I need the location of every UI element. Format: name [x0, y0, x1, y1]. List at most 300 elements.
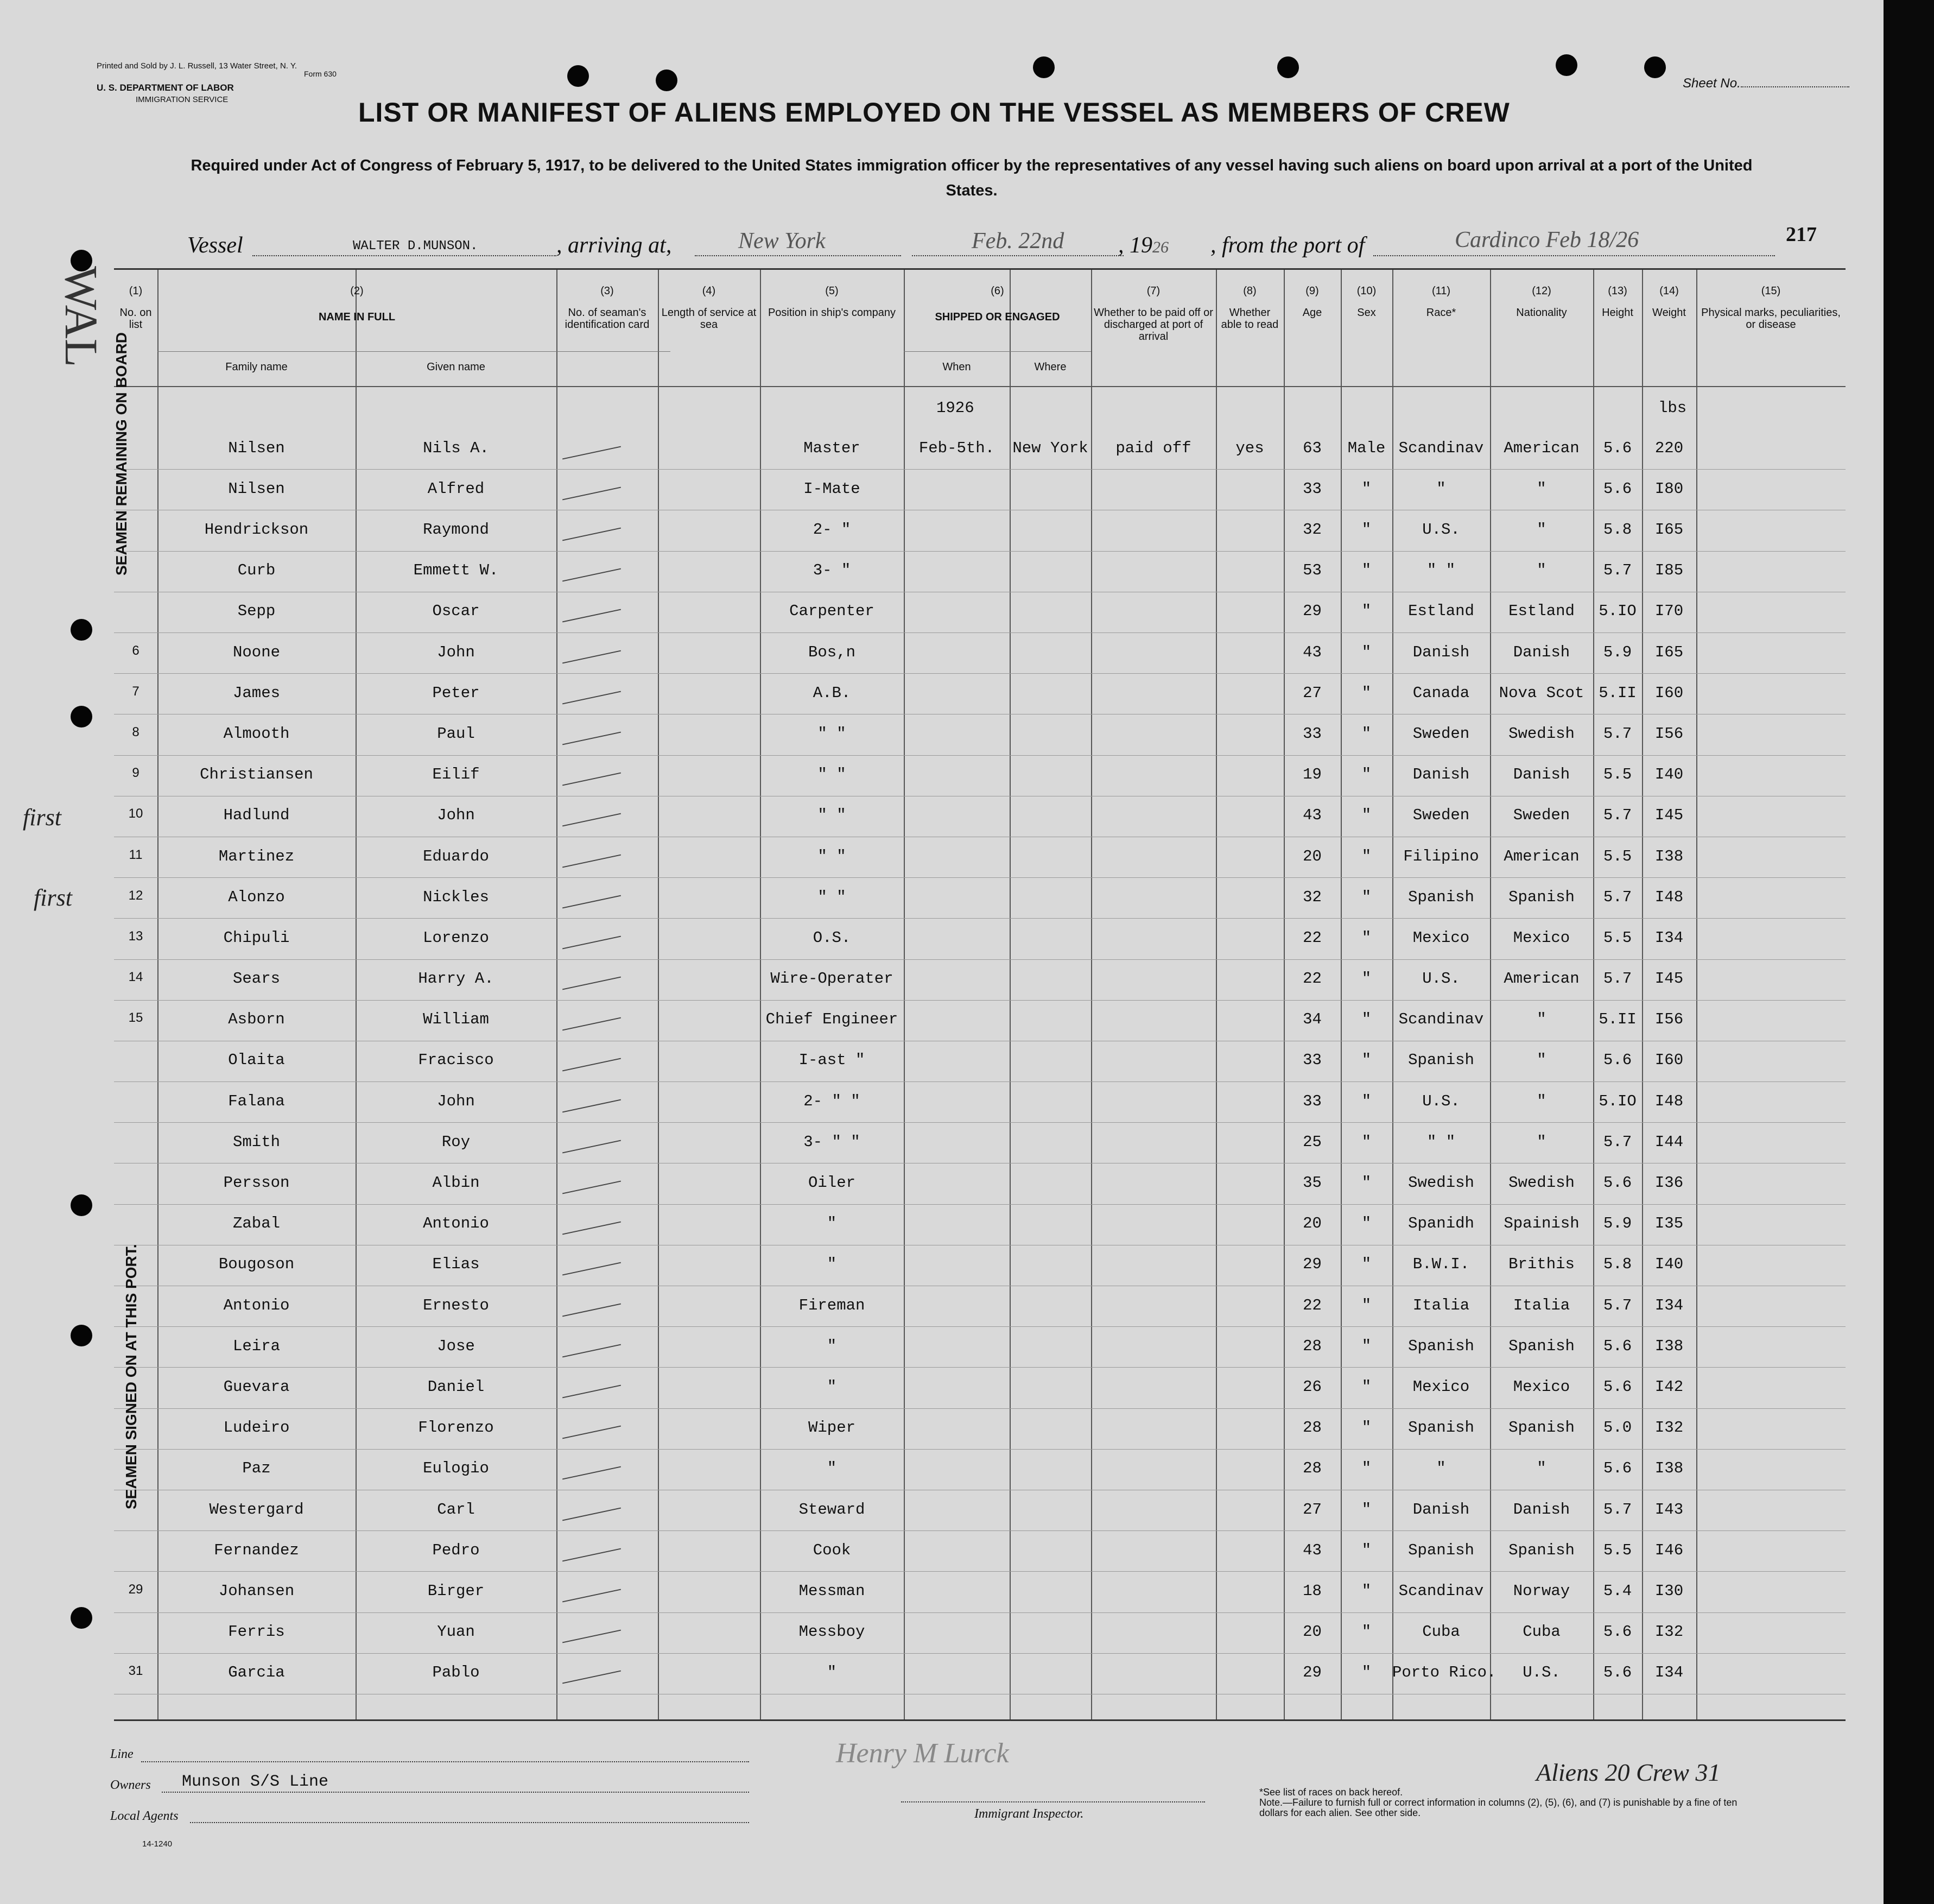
position: ": [827, 1255, 837, 1274]
check-mark-icon: [562, 446, 621, 459]
age: 35: [1303, 1174, 1322, 1192]
column-number: (7): [1146, 285, 1161, 297]
column-header: NAME IN FULL: [318, 311, 396, 323]
shipped-year: 1926: [936, 399, 974, 417]
nationality: Danish: [1513, 643, 1570, 661]
race: Scandinav: [1398, 439, 1484, 457]
age: 25: [1303, 1133, 1322, 1151]
position: ": [827, 1337, 837, 1355]
sex: ": [1361, 1459, 1372, 1478]
sex: ": [1361, 684, 1372, 702]
height: 5.8: [1603, 520, 1632, 539]
position: " ": [817, 888, 846, 906]
vessel-label: Vessel: [187, 233, 243, 258]
column-header: Length of service at sea: [661, 307, 757, 331]
age: 33: [1303, 724, 1322, 743]
table-row: [114, 800, 1846, 841]
column-number: (9): [1305, 285, 1319, 297]
race: Cuba: [1422, 1623, 1460, 1641]
table-row: [114, 1086, 1846, 1127]
table-row: [114, 964, 1846, 1004]
from-port-label: , from the port of: [1210, 233, 1365, 258]
table-row: [114, 841, 1846, 882]
punch-hole: [567, 65, 589, 87]
height: 5.IO: [1599, 1092, 1637, 1110]
height: 5.4: [1603, 1582, 1632, 1600]
column-number: (5): [825, 285, 839, 297]
punch-hole: [71, 706, 92, 728]
column-header: No. on list: [119, 307, 152, 331]
given-name: Eilif: [432, 766, 480, 784]
position: Oiler: [808, 1174, 855, 1192]
age: 29: [1303, 1255, 1322, 1274]
column-header: Height: [1602, 307, 1633, 319]
age: 22: [1303, 1296, 1322, 1314]
table-row: [114, 922, 1846, 963]
given-name: Raymond: [423, 520, 489, 539]
given-name: Eulogio: [423, 1459, 489, 1478]
form-number: Form 630: [304, 69, 337, 78]
table-row: [114, 1453, 1846, 1494]
position: 2- " ": [803, 1092, 860, 1110]
table-row: [114, 514, 1846, 555]
position: A.B.: [813, 684, 851, 702]
column-header: Whether to be paid off or discharged at port of arrival: [1094, 307, 1213, 343]
sex: ": [1361, 643, 1372, 661]
age: 28: [1303, 1459, 1322, 1478]
sex: ": [1361, 1255, 1372, 1274]
weight: I38: [1654, 847, 1684, 865]
nationality: Spanish: [1508, 1419, 1575, 1437]
given-name: Alfred: [427, 479, 485, 498]
row-number: 9: [132, 766, 139, 781]
height: 5.II: [1599, 684, 1637, 702]
race: U.S.: [1422, 1092, 1460, 1110]
row-number: 12: [128, 888, 143, 903]
column-header: Race*: [1426, 307, 1456, 319]
row-number: 10: [128, 806, 143, 821]
nationality: Spainish: [1504, 1214, 1580, 1233]
position: Messboy: [798, 1623, 865, 1641]
position: " ": [817, 724, 846, 743]
given-name: William: [423, 1010, 489, 1029]
punch-hole: [71, 1325, 92, 1346]
sex: ": [1361, 1419, 1372, 1437]
given-name: Yuan: [437, 1623, 475, 1641]
position: 2- ": [813, 520, 851, 539]
sex: ": [1361, 1092, 1372, 1110]
race: Danish: [1412, 766, 1470, 784]
race: Scandinav: [1398, 1582, 1484, 1600]
sex: ": [1361, 1214, 1372, 1233]
row-number: 31: [128, 1663, 143, 1679]
column-header: Weight: [1652, 307, 1686, 319]
check-mark-icon: [562, 568, 621, 582]
race: Spanish: [1408, 1419, 1474, 1437]
column-number: (2): [350, 285, 364, 297]
nationality: Swedish: [1508, 1174, 1575, 1192]
family-name: Hadlund: [223, 806, 290, 825]
height: 5.II: [1599, 1010, 1637, 1029]
punch-hole: [1033, 56, 1055, 78]
able-to-read: yes: [1235, 439, 1264, 457]
local-agents-label: Local Agents: [110, 1809, 179, 1823]
weight: I30: [1654, 1582, 1684, 1600]
given-name: Peter: [432, 684, 480, 702]
weight: I34: [1654, 1663, 1684, 1682]
height: 5.6: [1603, 1459, 1632, 1478]
punch-hole: [1277, 56, 1299, 78]
position: Cook: [813, 1541, 851, 1559]
punch-hole: [71, 1607, 92, 1629]
height: 5.5: [1603, 928, 1632, 947]
table-row: [114, 1617, 1846, 1658]
side-label-signed-on: SEAMEN SIGNED ON AT THIS PORT.: [123, 1244, 139, 1509]
check-mark-icon: [562, 1426, 621, 1439]
given-name: Lorenzo: [423, 928, 489, 947]
race: Mexico: [1412, 1378, 1470, 1396]
arriving-port: New York: [738, 229, 826, 254]
position: " ": [817, 806, 846, 825]
weight: I34: [1654, 1296, 1684, 1314]
check-mark-icon: [562, 1017, 621, 1031]
nationality: American: [1504, 439, 1580, 457]
race: Estland: [1408, 602, 1474, 621]
given-name: Pedro: [432, 1541, 480, 1559]
family-name: Bougoson: [218, 1255, 295, 1274]
table-row: [114, 637, 1846, 678]
family-name: Westergard: [209, 1500, 304, 1519]
given-name: Pablo: [432, 1663, 480, 1682]
sex: ": [1361, 766, 1372, 784]
race: U.S.: [1422, 520, 1460, 539]
column-number: (1): [129, 285, 143, 297]
department-label: U. S. DEPARTMENT OF LABOR: [97, 83, 234, 93]
page-number: 217: [1786, 223, 1817, 246]
table-row: [114, 1290, 1846, 1331]
position: O.S.: [813, 928, 851, 947]
nationality: Swedish: [1508, 724, 1575, 743]
weight: I35: [1654, 1214, 1684, 1233]
age: 43: [1303, 806, 1322, 825]
family-name: Ludeiro: [223, 1419, 290, 1437]
family-name: Curb: [237, 561, 276, 580]
aliens-crew-count: Aliens 20 Crew 31: [1536, 1758, 1721, 1786]
page-title: LIST OR MANIFEST OF ALIENS EMPLOYED ON THE VESSEL AS MEMBERS OF CREW: [358, 97, 1510, 128]
age: 20: [1303, 1214, 1322, 1233]
weight: I45: [1654, 806, 1684, 825]
position: " ": [817, 847, 846, 865]
family-name: Hendrickson: [204, 520, 309, 539]
weight: I46: [1654, 1541, 1684, 1559]
row-number: 14: [128, 970, 143, 985]
column-header: Sex: [1357, 307, 1376, 319]
position: Fireman: [798, 1296, 865, 1314]
sex: ": [1361, 1378, 1372, 1396]
row-number: 11: [129, 847, 143, 862]
sex: ": [1361, 970, 1372, 988]
height: 5.9: [1603, 1214, 1632, 1233]
check-mark-icon: [562, 1589, 621, 1603]
weight: I40: [1654, 766, 1684, 784]
family-name: Paz: [242, 1459, 271, 1478]
shipped-when: Feb-5th.: [918, 439, 995, 457]
age: 28: [1303, 1419, 1322, 1437]
nationality: ": [1537, 561, 1546, 580]
shipped-where: New York: [1012, 439, 1088, 457]
height: 5.6: [1603, 439, 1632, 457]
given-name: Eduardo: [423, 847, 489, 865]
check-mark-icon: [562, 1262, 621, 1276]
given-name: Nils A.: [423, 439, 489, 457]
column-number: (3): [600, 285, 614, 297]
race: ": [1436, 1459, 1446, 1478]
column-header: Physical marks, peculiarities, or disease: [1701, 307, 1841, 331]
race: ": [1436, 479, 1446, 498]
check-mark-icon: [562, 1671, 621, 1684]
given-name: Harry A.: [418, 970, 494, 988]
weight: I65: [1654, 643, 1684, 661]
height: 5.7: [1603, 970, 1632, 988]
penalty-note: Note.—Failure to furnish full or correct information in columns (2), (5), (6), and (7) is punishable by a fine of ten dollars for each alien. See other side.: [1259, 1797, 1738, 1818]
given-name: Oscar: [432, 602, 480, 621]
race: Canada: [1412, 684, 1470, 702]
column-number: (6): [991, 285, 1004, 297]
race: Sweden: [1412, 724, 1470, 743]
height: 5.6: [1603, 1337, 1632, 1355]
family-name: Leira: [232, 1337, 280, 1355]
column-header: Age: [1302, 307, 1322, 319]
races-note: *See list of races on back hereof.: [1259, 1787, 1403, 1798]
table-row: [114, 1494, 1846, 1535]
sex: ": [1361, 1051, 1372, 1070]
weight: I48: [1654, 888, 1684, 906]
column-header: Whether able to read: [1221, 307, 1279, 331]
height: 5.6: [1603, 479, 1632, 498]
table-row: [114, 678, 1846, 718]
height: 5.7: [1603, 1500, 1632, 1519]
sex: ": [1361, 602, 1372, 621]
column-header: Position in ship's company: [768, 307, 896, 319]
year-label: , 1926: [1118, 233, 1169, 258]
column-header: Nationality: [1516, 307, 1567, 319]
sex: ": [1361, 1337, 1372, 1355]
table-row: [114, 1371, 1846, 1412]
nationality: American: [1504, 847, 1580, 865]
family-name: James: [232, 684, 280, 702]
check-mark-icon: [562, 1507, 621, 1521]
position: 3- " ": [803, 1133, 860, 1151]
age: 29: [1303, 602, 1322, 621]
sex: ": [1361, 724, 1372, 743]
age: 28: [1303, 1337, 1322, 1355]
age: 29: [1303, 1663, 1322, 1682]
family-name: Smith: [232, 1133, 280, 1151]
check-mark-icon: [562, 895, 621, 908]
weight: I70: [1654, 602, 1684, 621]
sex: ": [1361, 1663, 1372, 1682]
given-name: Daniel: [427, 1378, 485, 1396]
given-name: Carl: [437, 1500, 475, 1519]
family-name: Alonzo: [228, 888, 285, 906]
column-subheader: Family name: [225, 361, 288, 373]
weight: I38: [1654, 1337, 1684, 1355]
given-name: Roy: [441, 1133, 471, 1151]
age: 27: [1303, 684, 1322, 702]
given-name: Jose: [437, 1337, 475, 1355]
punch-hole: [71, 1194, 92, 1216]
family-name: Zabal: [232, 1214, 280, 1233]
row-number: 7: [132, 684, 139, 699]
age: 20: [1303, 847, 1322, 865]
column-number: (15): [1761, 285, 1781, 297]
nationality: Spanish: [1508, 1541, 1575, 1559]
row-number: 13: [128, 928, 143, 944]
form-code: 14-1240: [142, 1839, 173, 1849]
table-row: [114, 1209, 1846, 1249]
check-mark-icon: [562, 1058, 621, 1072]
position: Chief Engineer: [765, 1010, 898, 1029]
position: ": [827, 1459, 837, 1478]
line-label: Line: [110, 1747, 134, 1761]
service-label: IMMIGRATION SERVICE: [136, 95, 229, 104]
table-row: [114, 1249, 1846, 1290]
punch-hole: [1644, 56, 1666, 78]
height: 5.6: [1603, 1663, 1632, 1682]
check-mark-icon: [562, 1548, 621, 1561]
position: I-ast ": [798, 1051, 865, 1070]
age: 18: [1303, 1582, 1322, 1600]
age: 33: [1303, 1051, 1322, 1070]
given-name: Emmett W.: [413, 561, 499, 580]
check-mark-icon: [562, 854, 621, 868]
paid-off: paid off: [1115, 439, 1191, 457]
nationality: Brithis: [1508, 1255, 1575, 1274]
column-number: (10): [1356, 285, 1377, 297]
given-name: Elias: [432, 1255, 480, 1274]
weight: I60: [1654, 684, 1684, 702]
margin-note-first: first: [34, 884, 72, 911]
check-mark-icon: [562, 1099, 621, 1112]
family-name: Nilsen: [228, 439, 285, 457]
family-name: Almooth: [223, 724, 290, 743]
given-name: Paul: [437, 724, 475, 743]
position: Carpenter: [789, 602, 874, 621]
height: 5.8: [1603, 1255, 1632, 1274]
column-number: (4): [702, 285, 716, 297]
sex: ": [1361, 1133, 1372, 1151]
weight: I80: [1654, 479, 1684, 498]
inspector-label: Immigrant Inspector.: [974, 1807, 1084, 1821]
age: 63: [1303, 439, 1322, 457]
sex: ": [1361, 1010, 1372, 1029]
sex: ": [1361, 806, 1372, 825]
nationality: ": [1537, 1459, 1546, 1478]
position: Messman: [798, 1582, 865, 1600]
check-mark-icon: [562, 486, 621, 500]
race: Italia: [1412, 1296, 1470, 1314]
race: Spanish: [1408, 1541, 1474, 1559]
given-name: Nickles: [423, 888, 489, 906]
height: 5.7: [1603, 561, 1632, 580]
age: 32: [1303, 520, 1322, 539]
height: 5.7: [1603, 806, 1632, 825]
column-number: (14): [1659, 285, 1679, 297]
sex: ": [1361, 847, 1372, 865]
weight: I85: [1654, 561, 1684, 580]
check-mark-icon: [562, 650, 621, 663]
weight: I32: [1654, 1623, 1684, 1641]
height: 5.7: [1603, 1133, 1632, 1151]
race: Danish: [1412, 1500, 1470, 1519]
inspector-signature: Henry M Lurck: [836, 1738, 1009, 1769]
weight: I38: [1654, 1459, 1684, 1478]
table-row: [114, 1004, 1846, 1045]
margin-note-first: first: [23, 804, 61, 831]
position: ": [827, 1378, 837, 1396]
weight: I34: [1654, 928, 1684, 947]
sex: ": [1361, 1500, 1372, 1519]
nationality: ": [1537, 1010, 1546, 1029]
height: 5.5: [1603, 1541, 1632, 1559]
position: 3- ": [813, 561, 851, 580]
check-mark-icon: [562, 609, 621, 623]
family-name: Johansen: [218, 1582, 295, 1600]
printer-line: Printed and Sold by J. L. Russell, 13 Water Street, N. Y.: [97, 61, 297, 71]
punch-hole: [71, 619, 92, 641]
age: 20: [1303, 1623, 1322, 1641]
nationality: Nova Scot: [1499, 684, 1584, 702]
family-name: Chipuli: [223, 928, 290, 947]
family-name: Antonio: [223, 1296, 290, 1314]
weight: I56: [1654, 1010, 1684, 1029]
column-header: SHIPPED OR ENGAGED: [935, 311, 1060, 323]
column-number: (8): [1243, 285, 1257, 297]
age: 22: [1303, 928, 1322, 947]
race: Sweden: [1412, 806, 1470, 825]
family-name: Asborn: [228, 1010, 285, 1029]
nationality: Sweden: [1513, 806, 1570, 825]
check-mark-icon: [562, 1222, 621, 1235]
sex: ": [1361, 1541, 1372, 1559]
nationality: Spanish: [1508, 1337, 1575, 1355]
weight: I40: [1654, 1255, 1684, 1274]
family-name: Ferris: [228, 1623, 285, 1641]
height: 5.0: [1603, 1419, 1632, 1437]
position: Wiper: [808, 1419, 855, 1437]
sex: ": [1361, 888, 1372, 906]
age: 34: [1303, 1010, 1322, 1029]
column-subheader: Where: [1034, 361, 1067, 373]
position: Wire-Operater: [770, 970, 893, 988]
race: " ": [1426, 561, 1456, 580]
check-mark-icon: [562, 1303, 621, 1317]
sex: ": [1361, 1623, 1372, 1641]
height: 5.6: [1603, 1174, 1632, 1192]
nationality: Italia: [1513, 1296, 1570, 1314]
sex: Male: [1347, 439, 1386, 457]
sex: ": [1361, 561, 1372, 580]
nationality: Mexico: [1513, 928, 1570, 947]
table-row: [114, 1331, 1846, 1371]
check-mark-icon: [562, 977, 621, 990]
family-name: Falana: [228, 1092, 285, 1110]
scan-border: [1884, 0, 1934, 1904]
race: Swedish: [1408, 1174, 1474, 1192]
table-row: [114, 1045, 1846, 1086]
height: 5.9: [1603, 643, 1632, 661]
age: 33: [1303, 479, 1322, 498]
